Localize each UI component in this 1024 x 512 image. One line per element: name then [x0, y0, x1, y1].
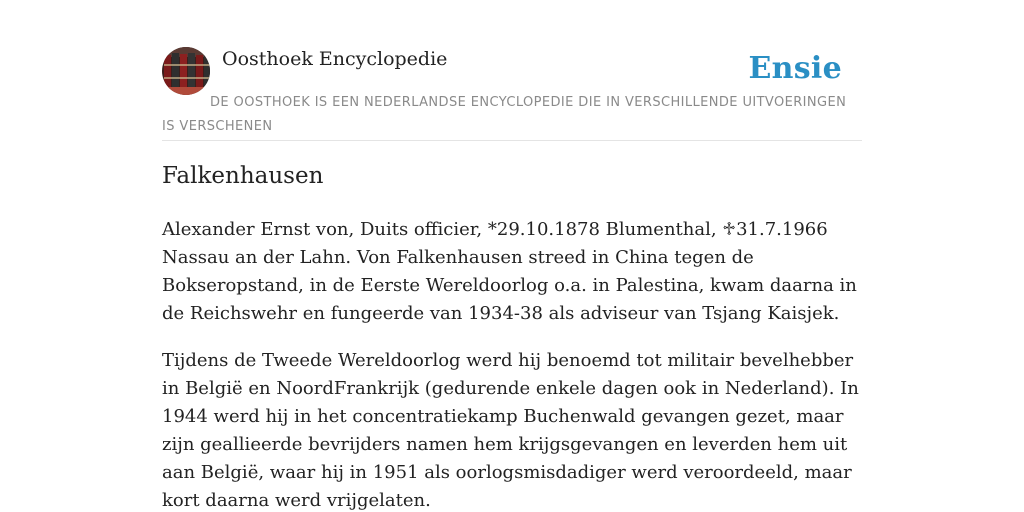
- article-title: Falkenhausen: [162, 163, 324, 189]
- article-paragraph: Alexander Ernst von, Duits officier, *29.10.1878 Blumenthal, ♱31.7.1966 Nassau an der Lahn. Von Falkenhausen streed in China tegen de Bokseropstand, in de Eerste Wereldoorlog o.a. in Palestina, kwam daarna in de Reichswehr en fungeerde van 1934-38 als adviseur van Tsjang Kaisjek.: [162, 219, 857, 324]
- source-header: [162, 47, 862, 141]
- source-tagline: DE OOSTHOEK IS EEN NEDERLANDSE ENCYCLOPEDIE DIE IN VERSCHILLENDE UITVOERINGEN IS VERSCHENEN: [162, 95, 847, 134]
- source-avatar[interactable]: [162, 47, 210, 95]
- ensie-logo[interactable]: Ensie: [748, 51, 842, 86]
- article-body: [162, 216, 868, 512]
- encyclopedia-books-icon: [162, 47, 210, 95]
- source-name[interactable]: Oosthoek Encyclopedie: [222, 48, 448, 70]
- article-paragraph: Tijdens de Tweede Wereldoorlog werd hij benoemd tot militair bevelhebber in België en NoordFrankrijk (gedurende enkele dagen ook in Nederland). In 1944 werd hij in het concentratiekamp Buchenwald gevangen gezet, maar zijn geallieerde bevrijders namen hem krijgsgevangen en leverden hem uit aan België, waar hij in 1951 als oorlogsmisdadiger werd veroordeeld, maar kort daarna werd vrijgelaten.: [162, 350, 859, 511]
